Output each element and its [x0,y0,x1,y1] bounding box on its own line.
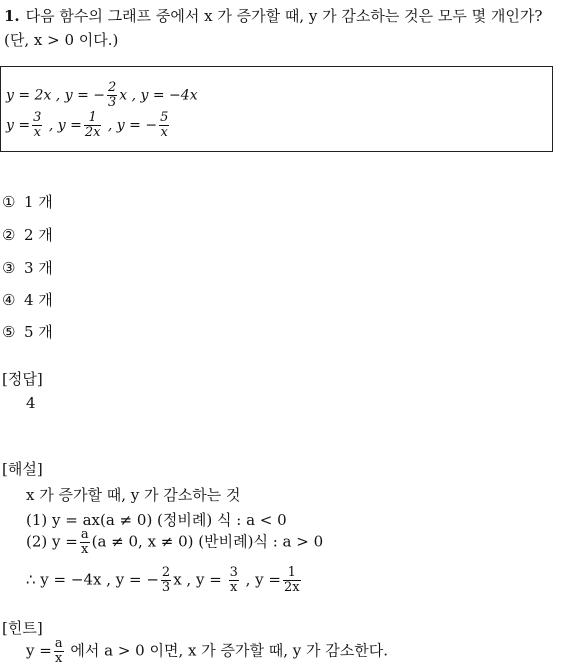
hint-heading: [힌트] [2,619,43,637]
fraction: $\frac{1}{2x}$ [283,565,300,595]
option-3[interactable]: ③ 3 개 [2,259,53,277]
function-line-2: y = $\frac{3}{x}$ , y = $\frac{1}{2x}$ , y = − $\frac{5}{x}$ [6,110,169,140]
fraction: $\frac{2}{3}$ [161,565,171,595]
option-1[interactable]: ① 1 개 [2,193,53,211]
function-line-1: y = 2x , y = − $\frac{2}{3}$ x , y = −4x [6,80,198,110]
answer-value: 4 [26,394,36,412]
option-5[interactable]: ⑤ 5 개 [2,323,53,341]
option-4[interactable]: ④ 4 개 [2,291,53,309]
question-number: 1. [4,7,20,25]
explanation-line-4: ∴ y = −4x , y = − $\frac{2}{3}$ x , y = $\frac{3}{x}$ , y = $\frac{1}{2x}$ [26,565,300,595]
fraction: $\frac{a}{x}$ [80,527,89,557]
explanation-line-3: (2) y = $\frac{a}{x}$ (a ≠ 0, x ≠ 0) (반비례)식 : a > 0 [26,527,324,557]
answer-heading: [정답] [2,370,43,388]
explanation-line-2: (1) y = ax(a ≠ 0) (정비례) 식 : a < 0 [26,511,287,529]
fraction: $\frac{3}{x}$ [229,565,238,595]
hint-text: y = $\frac{a}{x}$ 에서 a > 0 이면, x 가 증가할 때, y 가 감소한다. [26,636,388,666]
explanation-heading: [해설] [2,460,43,478]
fraction: $\frac{3}{x}$ [33,110,42,140]
function-box [0,66,553,152]
explanation-line-1: x 가 증가할 때, y 가 감소하는 것 [26,486,241,504]
option-2[interactable]: ② 2 개 [2,226,53,244]
question-body: 다음 함수의 그래프 중에서 x 가 증가할 때, y 가 감소하는 것은 모두 몇 개인가?(단, x > 0 이다.) [4,7,543,49]
question-text [4,4,567,52]
fraction: $\frac{2}{3}$ [107,80,117,110]
fraction: $\frac{5}{x}$ [160,110,169,140]
fraction: $\frac{1}{2x}$ [84,110,101,140]
fraction: $\frac{a}{x}$ [54,636,63,666]
